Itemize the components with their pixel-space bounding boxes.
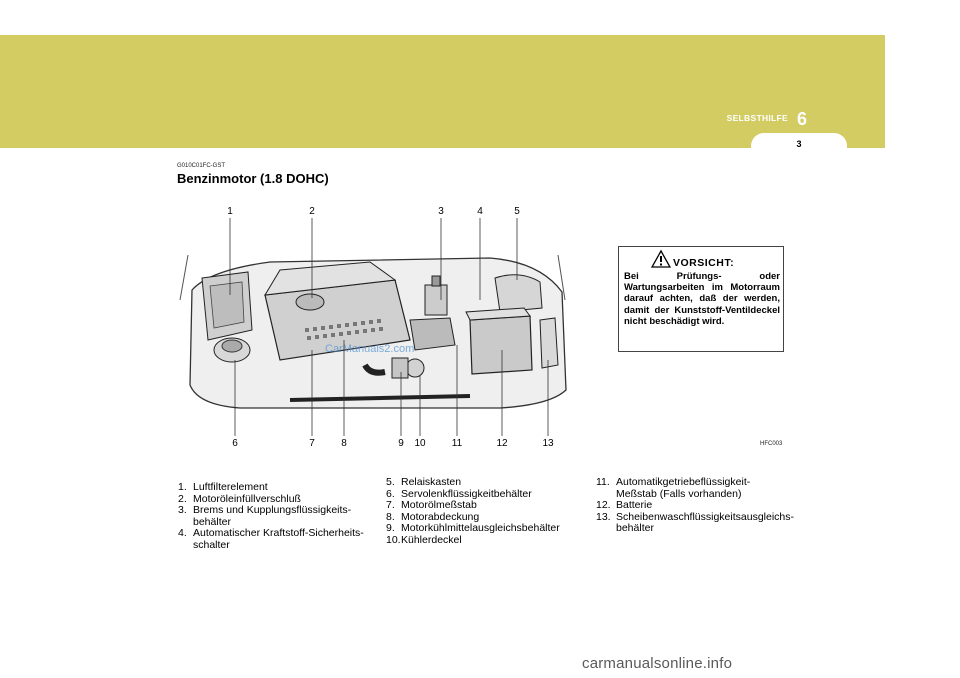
- legend-item: 12. Batterie: [596, 499, 653, 511]
- legend-item: 1. Luftfilterelement: [178, 481, 268, 493]
- figure-watermark: CarManuals2.com: [325, 343, 415, 355]
- caution-title: VORSICHT:: [673, 257, 735, 269]
- legend-column-1: [178, 482, 373, 551]
- callout-3: 3: [438, 206, 444, 217]
- chapter-number: 6: [796, 109, 807, 129]
- footer-watermark: carmanualsonline.info: [582, 655, 733, 672]
- callout-8: 8: [341, 438, 347, 449]
- image-code: HFC003: [760, 441, 783, 447]
- legend-item: 11. Automatikgetriebeflüssigkeit- Meßstab (Falls vorhanden): [596, 476, 751, 500]
- callout-12: 12: [496, 438, 508, 449]
- warning-triangle-icon: [651, 249, 671, 269]
- section-title: Benzinmotor (1.8 DOHC): [177, 171, 329, 186]
- legend-item: 7. Motorölmeßstab: [386, 499, 477, 511]
- legend-item: 3. Brems und Kupplungsflüssigkeits- behälter: [178, 504, 352, 528]
- engine-bay-illustration: [170, 200, 590, 450]
- callout-9: 9: [398, 438, 404, 449]
- legend-item: 5. Relaiskasten: [386, 476, 462, 488]
- legend-item: 9. Motorkühlmittelausgleichsbehälter: [386, 522, 560, 534]
- caution-text: Bei Prüfungs- oder Wartungsarbeiten im Motorraum darauf achten, daß der werden, damit der Kunststoff-Ventildeckel nicht beschädigt wird.: [624, 271, 780, 327]
- callout-10: 10: [414, 438, 426, 449]
- legend-item: 13. Scheibenwaschflüssigkeitsausgleichs- behälter: [596, 510, 795, 534]
- page-number: 3: [796, 139, 802, 149]
- doc-code: G010C01FC-GST: [177, 163, 226, 169]
- caution-box: [618, 246, 784, 352]
- legend-column-3: [596, 476, 795, 535]
- callout-7: 7: [309, 438, 315, 449]
- callout-1: 1: [227, 206, 233, 217]
- callout-13: 13: [542, 438, 554, 449]
- callout-5: 5: [514, 206, 520, 217]
- legend-column-2: [386, 477, 586, 546]
- chapter-title: SELBSTHILFE: [726, 113, 788, 123]
- legend-item: 4. Automatischer Kraftstoff-Sicherheits- schalter: [178, 527, 364, 551]
- callout-11: 11: [451, 438, 463, 449]
- legend-item: 6. Servolenkflüssigkeitbehälter: [386, 487, 532, 500]
- legend-item: 2. Motoröleinfüllverschluß: [178, 492, 301, 505]
- callout-4: 4: [477, 206, 483, 217]
- callout-6: 6: [232, 438, 238, 449]
- header-band: [0, 35, 885, 148]
- legend-item: 8. Motorabdeckung: [386, 510, 480, 523]
- legend-item: 10. Kühlerdeckel: [386, 533, 462, 546]
- callout-2: 2: [309, 206, 315, 217]
